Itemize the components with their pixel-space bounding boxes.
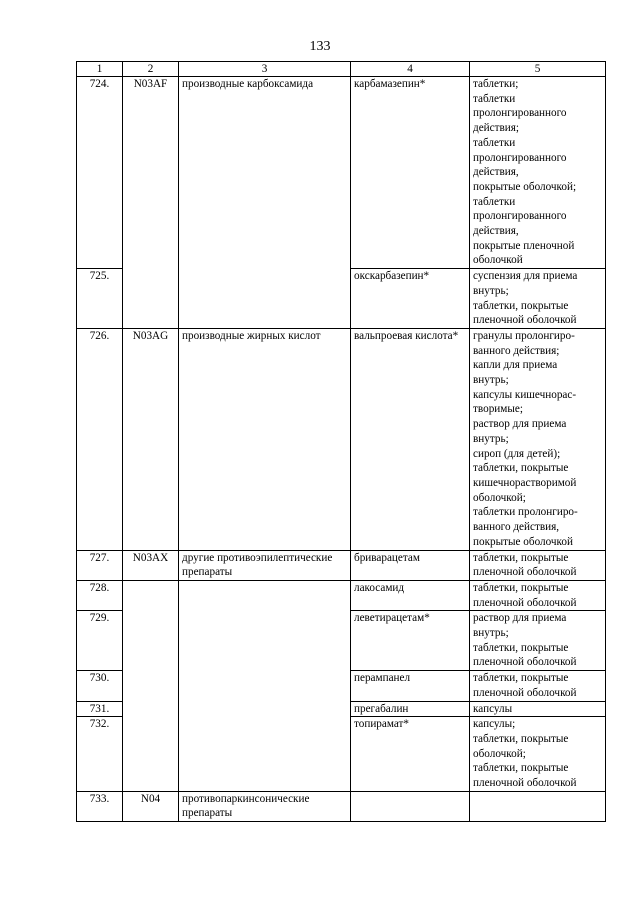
dosage-form-line: ванного действия;: [473, 344, 560, 357]
column-header: 4: [351, 62, 470, 77]
row-number: 727.: [77, 550, 123, 580]
dosage-form-line: таблетки, покрытые: [473, 462, 569, 475]
dosage-form-line: таблетки, покрытые: [473, 732, 569, 745]
dosage-forms: [470, 269, 606, 329]
dosage-form-line: покрытые пленочной: [473, 239, 575, 252]
atc-code: N03AF: [123, 77, 179, 329]
row-number: 725.: [77, 269, 123, 329]
table-row: [77, 550, 606, 580]
row-number: 730.: [77, 671, 123, 701]
atc-code: N04: [123, 791, 179, 821]
drug-name: прегабалин: [351, 701, 470, 717]
drug-name: [351, 791, 470, 821]
table-row: [77, 77, 606, 269]
dosage-form-line: таблетки, покрытые: [473, 641, 569, 654]
atc-group-empty: [179, 580, 351, 791]
drug-name: перампанел: [351, 671, 470, 701]
dosage-form-line: внутрь;: [473, 432, 509, 445]
dosage-forms: [470, 328, 606, 550]
dosage-form-line: покрытые оболочкой;: [473, 180, 577, 193]
table-row: [77, 580, 606, 610]
page-number: 133: [309, 39, 331, 54]
drug-name: леветирацетам*: [351, 611, 470, 671]
row-number: 724.: [77, 77, 123, 269]
dosage-form-line: покрытые оболочкой: [473, 535, 573, 548]
row-number: 731.: [77, 701, 123, 717]
dosage-forms: [470, 77, 606, 269]
table-row: [77, 791, 606, 821]
dosage-form-line: раствор для приема: [473, 418, 567, 431]
dosage-form-line: капли для приема: [473, 359, 558, 372]
atc-group: противопаркинсонические препараты: [179, 791, 351, 821]
drug-name: бриварацетам: [351, 550, 470, 580]
dosage-form-line: творимые;: [473, 403, 523, 416]
dosage-form-line: пленочной оболочкой: [473, 686, 577, 699]
dosage-form-line: пленочной оболочкой: [473, 656, 577, 669]
row-number: 733.: [77, 791, 123, 821]
dosage-form-line: таблетки;: [473, 78, 519, 90]
table-header-row: [77, 62, 606, 77]
dosage-forms: [470, 791, 606, 821]
dosage-forms: [470, 671, 606, 701]
dosage-form-line: пленочной оболочкой: [473, 566, 577, 579]
dosage-form-line: внутрь;: [473, 284, 509, 297]
dosage-forms: [470, 611, 606, 671]
drug-name: топирамат*: [351, 717, 470, 792]
dosage-form-line: пролонгированного: [473, 210, 567, 223]
dosage-form-line: пролонгированного: [473, 151, 567, 164]
dosage-forms: [470, 550, 606, 580]
dosage-form-line: таблетки: [473, 92, 516, 105]
drug-list-table: [76, 61, 606, 822]
row-number: 728.: [77, 580, 123, 610]
drug-name: лакосамид: [351, 580, 470, 610]
row-number: 732.: [77, 717, 123, 792]
dosage-form-line: таблетки, покрытые: [473, 672, 569, 685]
dosage-form-line: таблетки, покрытые: [473, 762, 569, 775]
dosage-form-line: действия,: [473, 225, 519, 238]
dosage-form-line: таблетки пролонгиро-: [473, 506, 578, 519]
dosage-form-line: гранулы пролонгиро-: [473, 329, 575, 342]
dosage-form-line: таблетки: [473, 195, 516, 208]
dosage-form-line: капсулы: [473, 702, 513, 715]
dosage-form-line: таблетки, покрытые: [473, 581, 569, 594]
drug-name: карбамазепин*: [351, 77, 470, 269]
dosage-form-line: таблетки: [473, 136, 516, 149]
dosage-form-line: пленочной оболочкой: [473, 777, 577, 790]
dosage-form-line: капсулы;: [473, 718, 516, 731]
dosage-form-line: внутрь;: [473, 374, 509, 387]
dosage-form-line: действия;: [473, 122, 520, 135]
column-header: 5: [470, 62, 606, 77]
atc-group: производные карбоксамида: [179, 77, 351, 329]
dosage-forms: [470, 701, 606, 717]
row-number: 729.: [77, 611, 123, 671]
dosage-form-line: суспензия для приема: [473, 270, 578, 283]
dosage-forms: [470, 580, 606, 610]
dosage-form-line: оболочкой;: [473, 747, 526, 760]
column-header: 3: [179, 62, 351, 77]
dosage-form-line: пленочной оболочкой: [473, 596, 577, 609]
atc-code: N03AX: [123, 550, 179, 580]
atc-code: N03AG: [123, 328, 179, 550]
dosage-form-line: сироп (для детей);: [473, 447, 561, 460]
dosage-form-line: оболочкой;: [473, 491, 526, 504]
column-header: 1: [77, 62, 123, 77]
dosage-form-line: капсулы кишечнорас-: [473, 388, 577, 401]
column-header: 2: [123, 62, 179, 77]
dosage-form-line: пленочной оболочкой: [473, 314, 577, 327]
row-number: 726.: [77, 328, 123, 550]
dosage-form-line: внутрь;: [473, 627, 509, 640]
dosage-form-line: кишечнорастворимой: [473, 476, 577, 489]
table-row: [77, 328, 606, 550]
dosage-forms: [470, 717, 606, 792]
dosage-form-line: пролонгированного: [473, 107, 567, 120]
dosage-form-line: раствор для приема: [473, 612, 567, 625]
dosage-form-line: ванного действия,: [473, 521, 560, 534]
dosage-form-line: таблетки, покрытые: [473, 551, 569, 564]
drug-name: окскарбазепин*: [351, 269, 470, 329]
dosage-form-line: оболочкой: [473, 254, 523, 267]
drug-name: вальпроевая кислота*: [351, 328, 470, 550]
dosage-form-line: действия,: [473, 166, 519, 179]
atc-group: другие противоэпилептические препараты: [179, 550, 351, 580]
dosage-form-line: таблетки, покрытые: [473, 299, 569, 312]
atc-group: производные жирных кислот: [179, 328, 351, 550]
atc-code-empty: [123, 580, 179, 791]
